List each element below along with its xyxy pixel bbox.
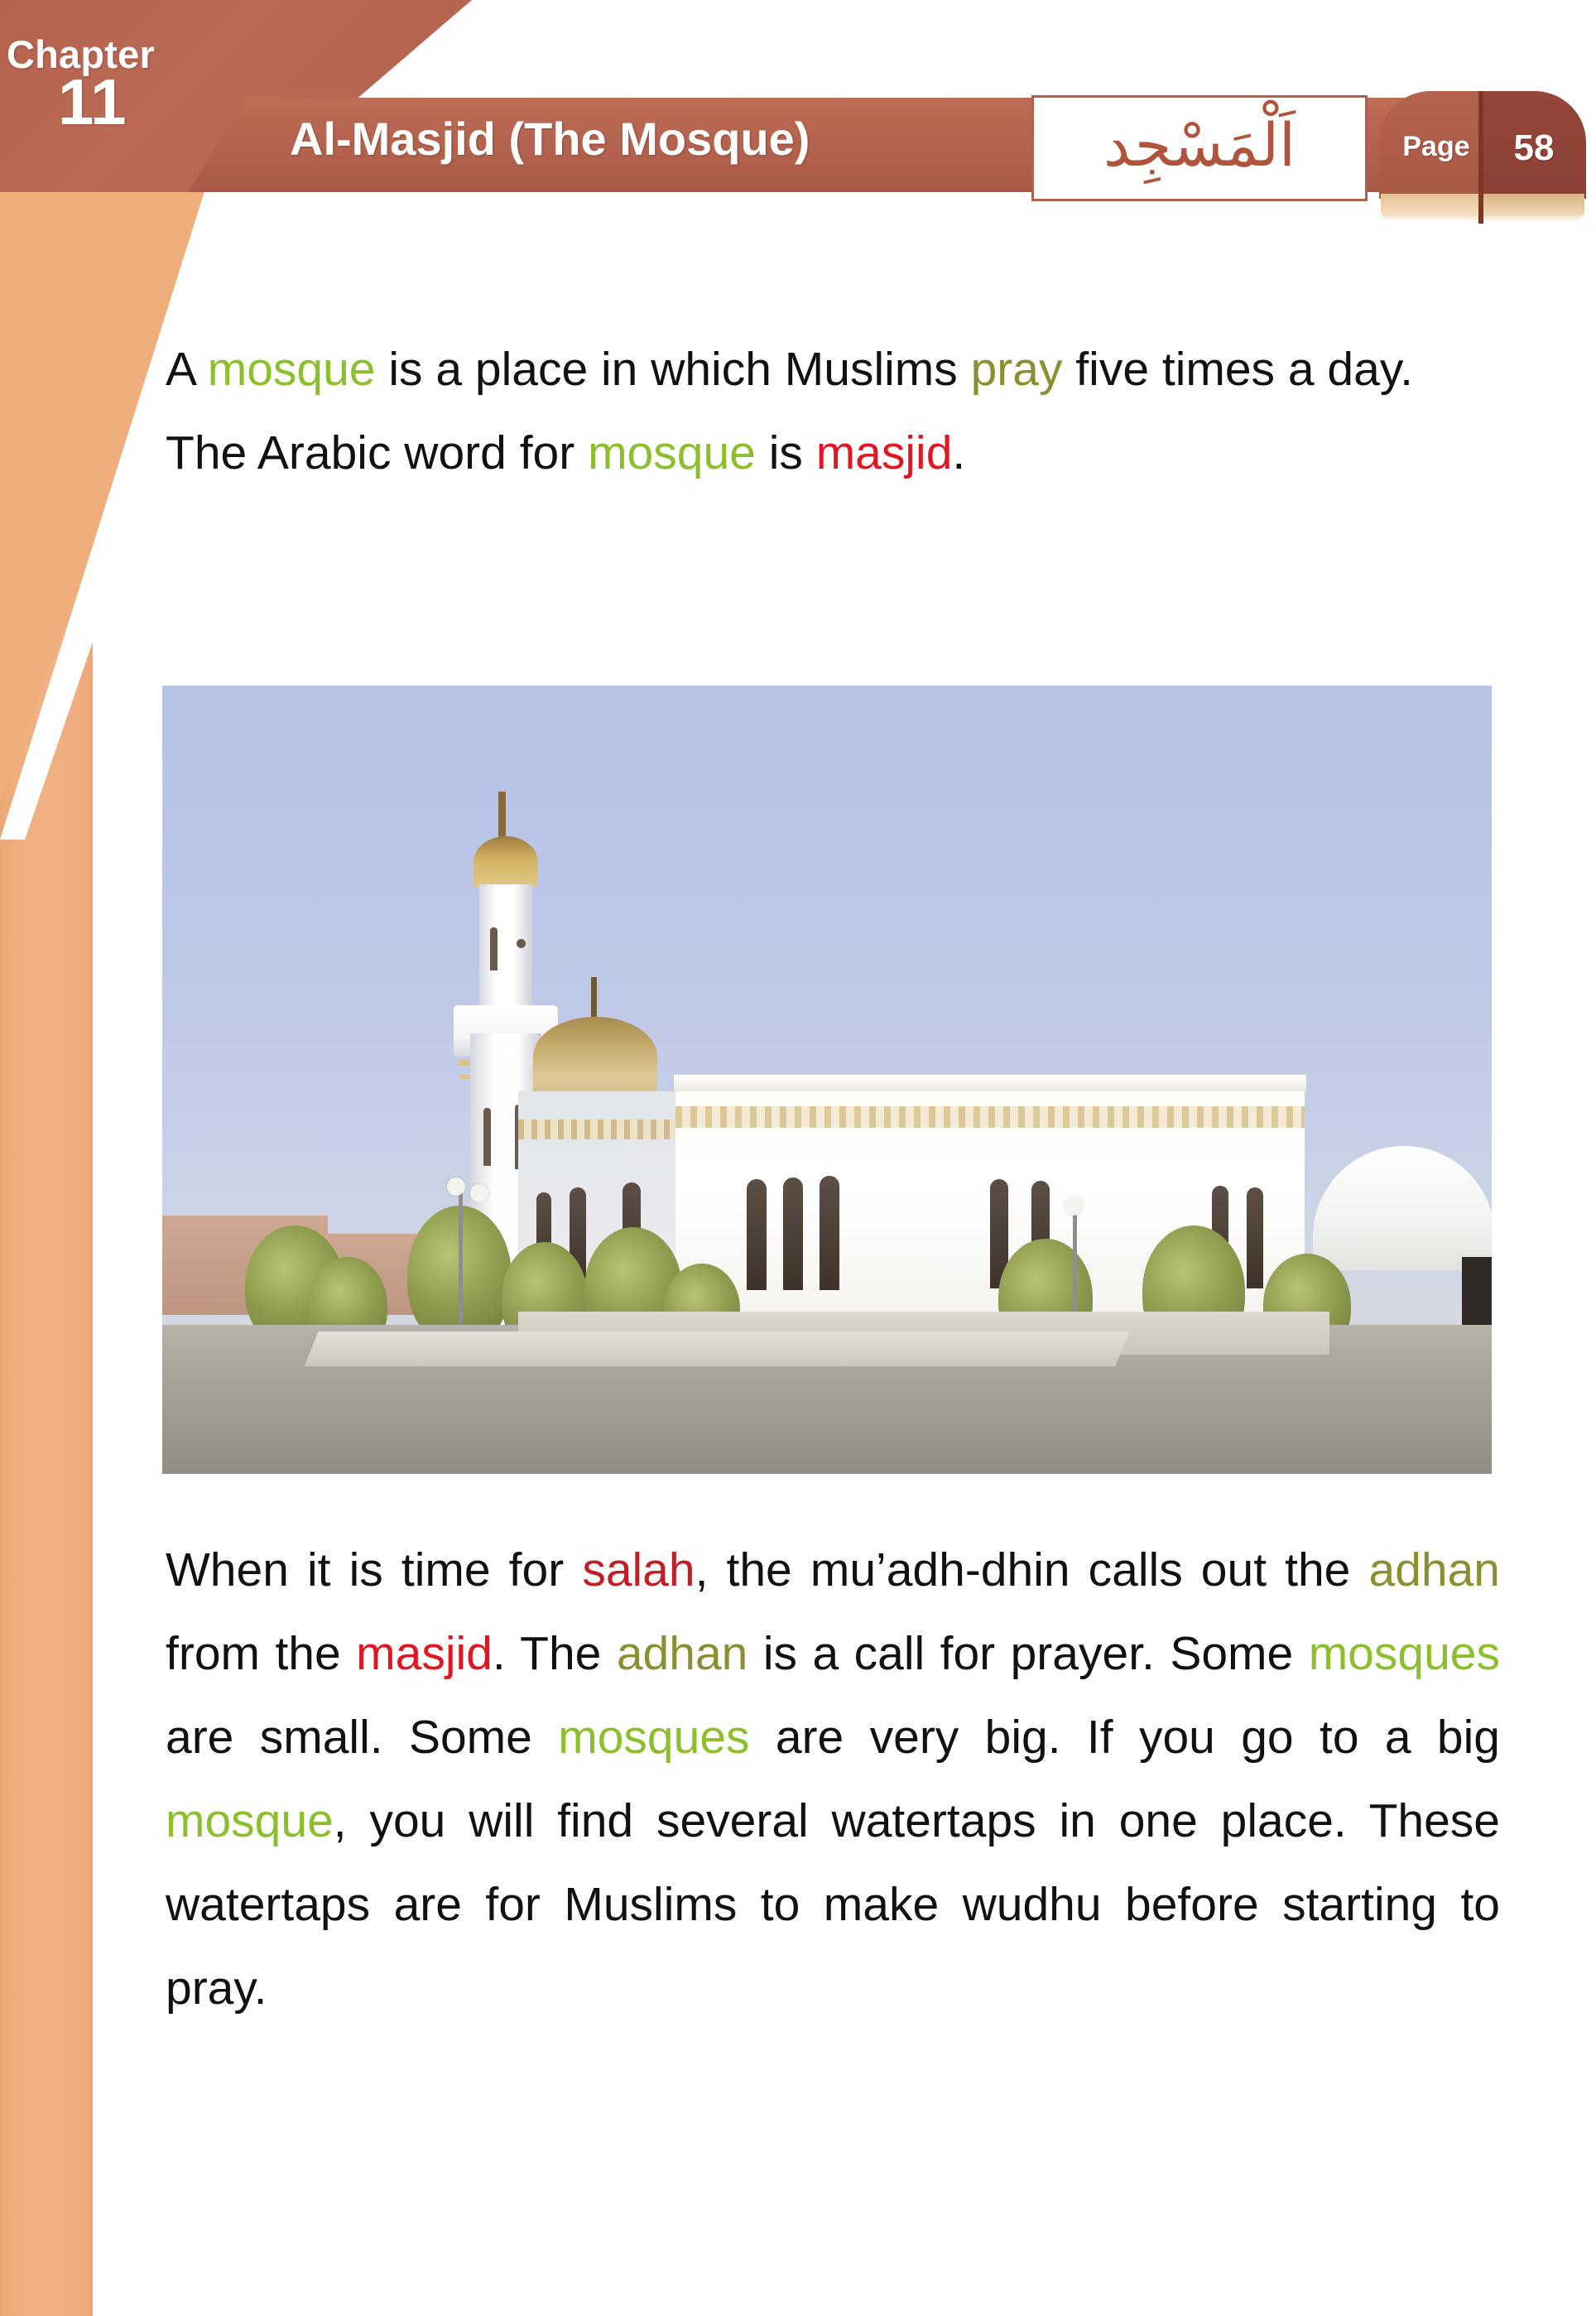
- text-run: The Arabic word for: [166, 426, 589, 479]
- dome-finial: [591, 977, 597, 1020]
- minaret-window: [483, 1108, 491, 1166]
- keyword-mosques: mosques: [558, 1711, 750, 1764]
- decorative-frieze: [675, 1106, 1305, 1128]
- mosque-photograph: [162, 686, 1492, 1474]
- text-run: is a place in which Muslims: [375, 343, 971, 396]
- text-run: five times a day.: [1062, 343, 1413, 396]
- arabic-title-plate: [1031, 95, 1368, 201]
- text-run: A: [166, 343, 208, 396]
- chapter-label: Chapter: [7, 32, 155, 76]
- mosque-cornice: [674, 1075, 1306, 1091]
- arched-window: [820, 1176, 839, 1290]
- text-run: is: [755, 426, 816, 479]
- minaret-dome: [474, 836, 538, 888]
- text-run: , you will find several watertaps in one place. These watertaps are for Muslims to make wudhu before starting to pray.: [166, 1794, 1500, 2015]
- keyword-adhan: adhan: [1368, 1543, 1501, 1596]
- text-run: .: [952, 426, 966, 479]
- book-right-pages: [1482, 194, 1584, 222]
- arabic-title: اَلْمَسْجِد: [1103, 110, 1296, 180]
- decorative-frieze: [518, 1119, 677, 1139]
- keyword-mosque: mosque: [166, 1794, 334, 1847]
- kerb: [305, 1331, 1130, 1366]
- arched-window: [747, 1179, 767, 1290]
- lamp-globe: [470, 1184, 488, 1202]
- keyword-masjid: masjid: [815, 426, 953, 479]
- keyword-mosques: mosques: [1308, 1627, 1500, 1680]
- lamp-globe: [1065, 1197, 1083, 1216]
- lamp-globe: [447, 1177, 465, 1196]
- paragraph-body: [166, 1529, 1500, 2030]
- book-icon: [1379, 79, 1586, 222]
- arched-window: [1247, 1187, 1263, 1288]
- text-run: are very big. If you go to a big: [749, 1711, 1500, 1764]
- chapter-number: 11: [58, 65, 127, 138]
- keyword-adhan: adhan: [616, 1627, 748, 1680]
- minaret-window: [517, 939, 526, 948]
- keyword-masjid: masjid: [356, 1627, 493, 1680]
- keyword-salah: salah: [582, 1543, 695, 1596]
- text-run: . The: [492, 1627, 617, 1680]
- page-title: Al-Masjid (The Mosque): [290, 113, 810, 165]
- paragraph-intro: [166, 328, 1497, 495]
- text-run: is a call for prayer. Some: [748, 1627, 1309, 1680]
- minaret-window: [490, 927, 498, 970]
- keyword-pray: pray: [970, 343, 1063, 396]
- page-number: 58: [1513, 128, 1555, 168]
- keyword-mosque: mosque: [588, 426, 756, 479]
- book-left-pages: [1381, 194, 1482, 222]
- keyword-mosque: mosque: [207, 343, 376, 396]
- minaret-finial: [498, 792, 506, 840]
- page-label: Page: [1402, 131, 1470, 162]
- text-run: from the: [166, 1627, 357, 1680]
- main-dome: [533, 1017, 657, 1096]
- text-run: are small. Some: [166, 1711, 559, 1764]
- arched-window: [783, 1177, 803, 1290]
- text-run: When it is time for: [166, 1543, 583, 1596]
- text-run: , the mu’adh-dhin calls out the: [695, 1543, 1369, 1596]
